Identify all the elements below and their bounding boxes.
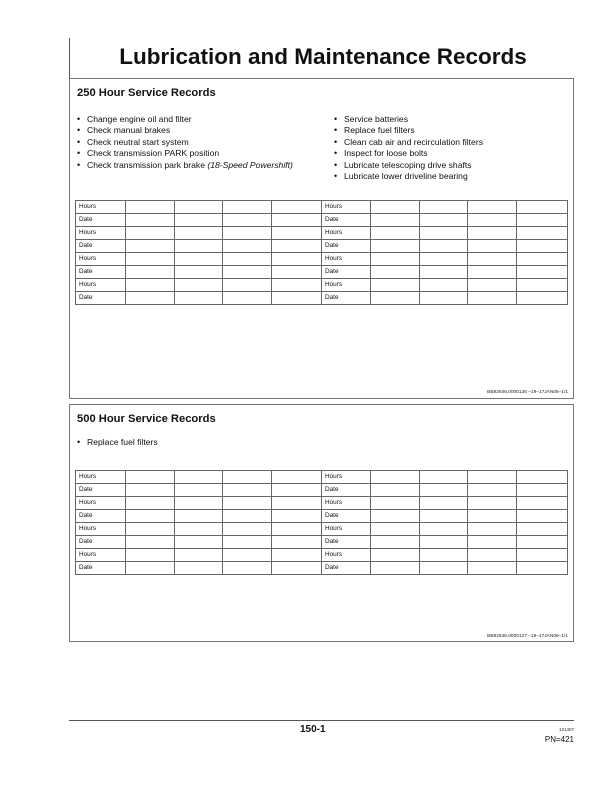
entry-cell	[468, 240, 517, 253]
entry-cell	[175, 227, 223, 240]
entry-cell	[126, 253, 175, 266]
entry-cell	[272, 279, 322, 292]
entry-cell	[175, 523, 223, 536]
entry-cell	[517, 471, 568, 484]
entry-cell	[272, 497, 322, 510]
entry-cell	[371, 484, 420, 497]
row-label: Hours	[76, 471, 126, 484]
row-label: Hours	[76, 497, 126, 510]
entry-cell	[420, 253, 468, 266]
service-item: • Replace fuel filters	[77, 437, 307, 448]
entry-cell	[126, 471, 175, 484]
row-label: Date	[76, 484, 126, 497]
row-label: Hours	[322, 201, 371, 214]
entry-cell	[223, 497, 272, 510]
part-number: PN=421	[544, 735, 574, 744]
entry-cell	[371, 201, 420, 214]
table-row	[76, 214, 568, 227]
entry-cell	[371, 279, 420, 292]
entry-cell	[420, 266, 468, 279]
entry-cell	[223, 240, 272, 253]
entry-cell	[371, 266, 420, 279]
entry-cell	[517, 253, 568, 266]
entry-cell	[272, 549, 322, 562]
entry-cell	[371, 471, 420, 484]
entry-cell	[517, 484, 568, 497]
entry-cell	[517, 292, 568, 305]
entry-cell	[272, 201, 322, 214]
entry-cell	[420, 227, 468, 240]
entry-cell	[126, 523, 175, 536]
service-record-table	[75, 200, 568, 305]
entry-cell	[126, 562, 175, 575]
entry-cell	[175, 497, 223, 510]
entry-cell	[223, 471, 272, 484]
entry-cell	[468, 227, 517, 240]
entry-cell	[420, 497, 468, 510]
entry-cell	[175, 549, 223, 562]
entry-cell	[126, 497, 175, 510]
row-label: Date	[322, 266, 371, 279]
entry-cell	[272, 253, 322, 266]
entry-cell	[223, 523, 272, 536]
entry-cell	[175, 562, 223, 575]
service-item: • Clean cab air and recirculation filters	[334, 137, 570, 148]
entry-cell	[517, 227, 568, 240]
row-label: Date	[322, 240, 371, 253]
entry-cell	[468, 292, 517, 305]
table-row	[76, 510, 568, 523]
entry-cell	[517, 201, 568, 214]
entry-cell	[420, 523, 468, 536]
table-row	[76, 562, 568, 575]
row-label: Hours	[76, 201, 126, 214]
row-label: Hours	[322, 253, 371, 266]
row-label: Hours	[76, 279, 126, 292]
footer-code: 121407	[558, 727, 574, 732]
entry-cell	[175, 201, 223, 214]
entry-cell	[371, 292, 420, 305]
service-item: • Check neutral start system	[77, 137, 307, 148]
row-label: Date	[322, 484, 371, 497]
row-label: Date	[76, 536, 126, 549]
table-row	[76, 279, 568, 292]
service-item: • Check manual brakes	[77, 125, 307, 136]
entry-cell	[272, 227, 322, 240]
service-list-left	[77, 437, 307, 448]
entry-cell	[517, 549, 568, 562]
entry-cell	[420, 562, 468, 575]
entry-cell	[223, 536, 272, 549]
entry-cell	[272, 484, 322, 497]
row-label: Hours	[76, 253, 126, 266]
section-250-hour	[69, 78, 574, 399]
entry-cell	[420, 471, 468, 484]
entry-cell	[126, 292, 175, 305]
row-label: Date	[322, 214, 371, 227]
service-item: • Change engine oil and filter	[77, 114, 307, 125]
entry-cell	[126, 240, 175, 253]
entry-cell	[272, 562, 322, 575]
entry-cell	[175, 279, 223, 292]
entry-cell	[371, 227, 420, 240]
row-label: Date	[76, 214, 126, 227]
entry-cell	[126, 279, 175, 292]
entry-cell	[420, 484, 468, 497]
entry-cell	[223, 227, 272, 240]
table-row	[76, 253, 568, 266]
page-title: Lubrication and Maintenance Records	[119, 44, 527, 69]
entry-cell	[175, 471, 223, 484]
entry-cell	[517, 240, 568, 253]
entry-cell	[223, 201, 272, 214]
entry-cell	[272, 523, 322, 536]
row-label: Hours	[76, 523, 126, 536]
entry-cell	[223, 484, 272, 497]
entry-cell	[420, 536, 468, 549]
row-label: Date	[76, 292, 126, 305]
reference-code: BB92646,0000126 –19–17JAN06–1/1	[487, 390, 568, 395]
entry-cell	[420, 279, 468, 292]
entry-cell	[468, 523, 517, 536]
service-list-right	[334, 114, 570, 182]
table-row	[76, 484, 568, 497]
row-label: Hours	[322, 471, 371, 484]
table-row	[76, 292, 568, 305]
entry-cell	[517, 214, 568, 227]
entry-cell	[517, 523, 568, 536]
entry-cell	[272, 536, 322, 549]
service-item: • Check transmission PARK position	[77, 148, 307, 159]
entry-cell	[468, 549, 517, 562]
entry-cell	[126, 510, 175, 523]
entry-cell	[223, 549, 272, 562]
row-label: Hours	[322, 497, 371, 510]
entry-cell	[223, 266, 272, 279]
entry-cell	[371, 549, 420, 562]
entry-cell	[420, 292, 468, 305]
entry-cell	[272, 510, 322, 523]
entry-cell	[517, 562, 568, 575]
service-list-left	[77, 114, 307, 171]
table-row	[76, 266, 568, 279]
row-label: Hours	[76, 227, 126, 240]
row-label: Date	[322, 510, 371, 523]
entry-cell	[175, 253, 223, 266]
entry-cell	[468, 562, 517, 575]
service-item: • Service batteries	[334, 114, 570, 125]
table-row	[76, 536, 568, 549]
entry-cell	[175, 484, 223, 497]
entry-cell	[420, 201, 468, 214]
service-item: • Check transmission park brake (18-Speed Powershift)	[77, 160, 307, 171]
row-label: Date	[322, 536, 371, 549]
entry-cell	[371, 497, 420, 510]
entry-cell	[126, 214, 175, 227]
entry-cell	[272, 214, 322, 227]
entry-cell	[223, 214, 272, 227]
entry-cell	[126, 266, 175, 279]
table-row	[76, 497, 568, 510]
entry-cell	[468, 497, 517, 510]
entry-cell	[223, 279, 272, 292]
service-item: • Replace fuel filters	[334, 125, 570, 136]
entry-cell	[223, 253, 272, 266]
entry-cell	[371, 562, 420, 575]
row-label: Hours	[322, 549, 371, 562]
table-row	[76, 549, 568, 562]
entry-cell	[175, 266, 223, 279]
entry-cell	[517, 497, 568, 510]
row-label: Date	[76, 266, 126, 279]
row-label: Hours	[322, 279, 371, 292]
entry-cell	[468, 214, 517, 227]
entry-cell	[223, 562, 272, 575]
entry-cell	[175, 214, 223, 227]
row-label: Hours	[76, 549, 126, 562]
entry-cell	[126, 484, 175, 497]
row-label: Date	[76, 562, 126, 575]
entry-cell	[272, 471, 322, 484]
row-label: Hours	[322, 523, 371, 536]
entry-cell	[468, 510, 517, 523]
entry-cell	[420, 240, 468, 253]
entry-cell	[126, 201, 175, 214]
entry-cell	[468, 279, 517, 292]
entry-cell	[468, 471, 517, 484]
row-label: Hours	[322, 227, 371, 240]
entry-cell	[272, 240, 322, 253]
entry-cell	[468, 253, 517, 266]
entry-cell	[517, 266, 568, 279]
row-label: Date	[322, 562, 371, 575]
section-500-hour	[69, 404, 574, 642]
service-item: • Lubricate telescoping drive shafts	[334, 160, 570, 171]
row-label: Date	[76, 510, 126, 523]
entry-cell	[468, 266, 517, 279]
entry-cell	[126, 227, 175, 240]
entry-cell	[371, 214, 420, 227]
entry-cell	[517, 510, 568, 523]
entry-cell	[272, 292, 322, 305]
entry-cell	[468, 201, 517, 214]
entry-cell	[175, 510, 223, 523]
entry-cell	[126, 549, 175, 562]
entry-cell	[420, 510, 468, 523]
entry-cell	[175, 536, 223, 549]
reference-code: BB92646,0000127 –19–17JAN06–1/1	[487, 634, 568, 639]
entry-cell	[371, 536, 420, 549]
table-row	[76, 523, 568, 536]
service-item: • Inspect for loose bolts	[334, 148, 570, 159]
entry-cell	[175, 292, 223, 305]
service-record-table	[75, 470, 568, 575]
section-heading: 250 Hour Service Records	[77, 87, 216, 99]
entry-cell	[371, 240, 420, 253]
section-heading: 500 Hour Service Records	[77, 413, 216, 425]
row-label: Date	[322, 292, 371, 305]
row-label: Date	[76, 240, 126, 253]
entry-cell	[371, 510, 420, 523]
table-row	[76, 471, 568, 484]
footer-rule	[69, 720, 574, 721]
entry-cell	[272, 266, 322, 279]
entry-cell	[468, 484, 517, 497]
entry-cell	[223, 510, 272, 523]
table-row	[76, 240, 568, 253]
entry-cell	[175, 240, 223, 253]
table-row	[76, 227, 568, 240]
page-number: 150-1	[300, 724, 326, 735]
entry-cell	[517, 279, 568, 292]
table-row	[76, 201, 568, 214]
entry-cell	[420, 549, 468, 562]
entry-cell	[223, 292, 272, 305]
service-item: • Lubricate lower driveline bearing	[334, 171, 570, 182]
entry-cell	[371, 253, 420, 266]
entry-cell	[126, 536, 175, 549]
entry-cell	[420, 214, 468, 227]
entry-cell	[371, 523, 420, 536]
entry-cell	[468, 536, 517, 549]
entry-cell	[517, 536, 568, 549]
